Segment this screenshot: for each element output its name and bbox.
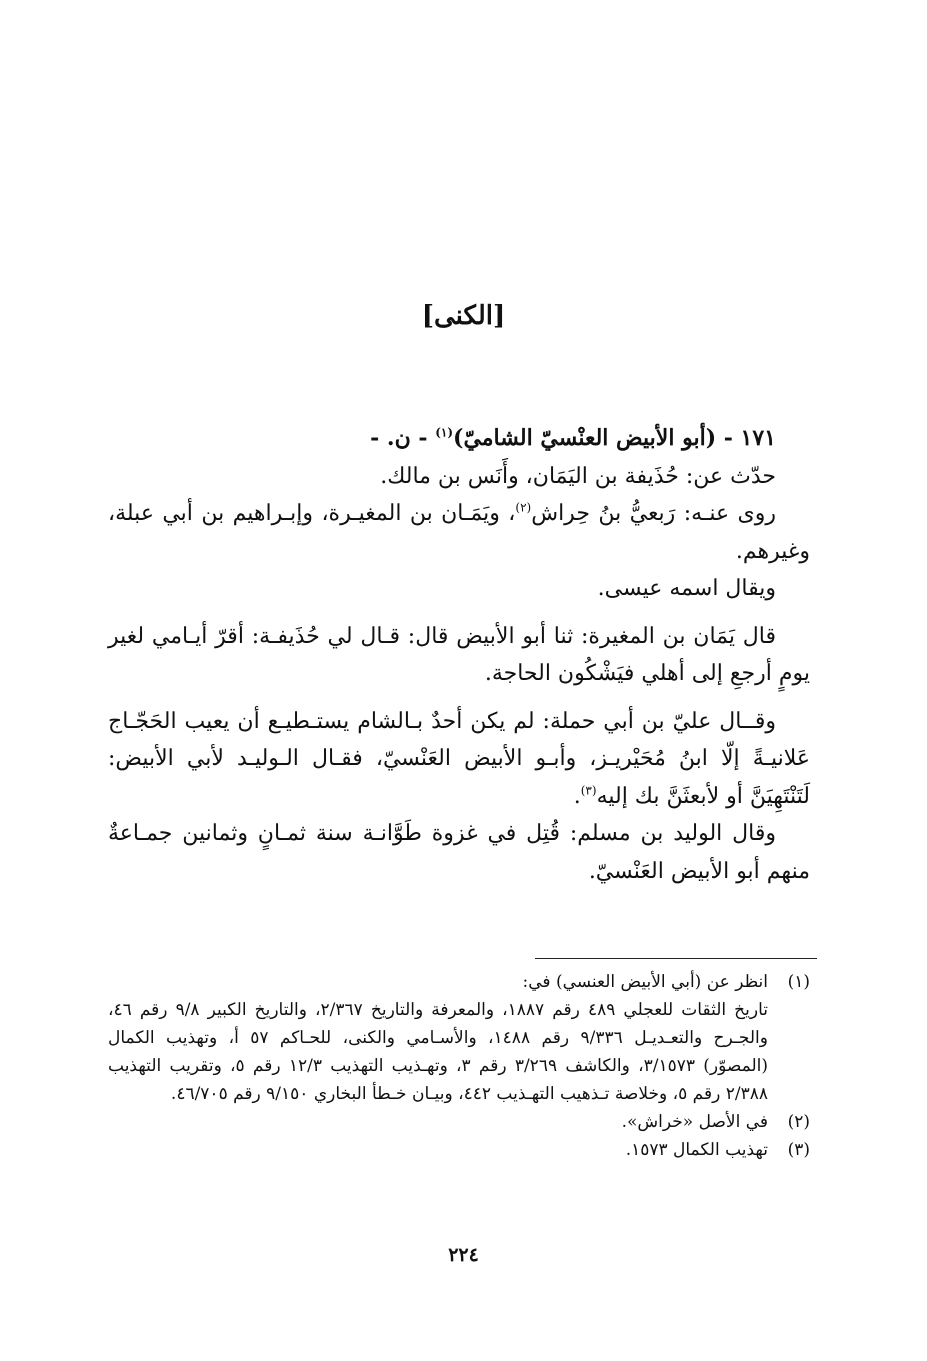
footnote-ref-2[interactable]: (٢): [515, 500, 532, 515]
footnote-divider: [535, 958, 817, 959]
footnote-number: (١): [787, 972, 810, 992]
narrated-from: حدّث عن: حُذَيفة بن اليَمَان، وأَنَس بن مالك.: [380, 463, 776, 489]
entry-title-text: ١٧١ - (أبو الأبيض العنْسيّ الشاميّ): [453, 425, 776, 451]
quote-walid: وقال الوليد بن مسلم: قُتِل في غزوة طَوَّانـة سنة ثمـانٍ وثمانين جمـاعةٌ منهم أبو الأبيض العَنْسيّ.: [108, 821, 810, 884]
page-number: ٢٢٤: [448, 1244, 479, 1266]
footnote-body: [108, 1136, 768, 1164]
footnote-number: (٣): [787, 1140, 810, 1160]
footnote-line: في الأصل «خراش».: [621, 1112, 768, 1132]
entry-title-tail: - ن. -: [370, 425, 436, 451]
footnote-ref-3[interactable]: (٣): [580, 783, 597, 798]
footnotes-section: [108, 968, 810, 1164]
footnote-ref-1[interactable]: (١): [435, 425, 454, 440]
biography-entry: [108, 420, 810, 890]
quote-ali: [108, 703, 810, 816]
alternate-name: ويقال اسمه عيسى.: [597, 576, 776, 601]
footnote-line: تهذيب الكمال ١٥٧٣.: [625, 1140, 768, 1160]
footnote-number: (٢): [787, 1112, 810, 1132]
footnote-1: [108, 968, 810, 1108]
footnote-body: [108, 1108, 768, 1136]
quote-ali-text-b: .: [573, 783, 581, 809]
narrators-text-b: ، ويَمَـان بن المغيـرة، وإبـراهيم بن أبي عبلة، وغيرهم.: [108, 501, 810, 564]
narrators: [108, 495, 810, 570]
quote-yaman: قال يَمَان بن المغيرة: ثنا أبو الأبيض قال: قـال لي حُذَيفـة: أقرّ أيـامي لغير يومٍ أرجعِ إلى أهلي فيَشْكُون الحاجة.: [108, 623, 810, 686]
footnote-line: تاريخ الثقات للعجلي ٤٨٩ رقم ١٨٨٧، والمعرفة والتاريخ ٢/٣٦٧، والتاريخ الكبير ٩/٨ رقم ٤٦، والجـرح والتعـديـل ٩/٣٣٦ رقم ١٤٨٨، والأسـامي والكنى، للحـاكم ٥٧ أ، وتهذيب الكمال (المصوّر) ٣/١٥٧٣، والكاشف ٣/٢٦٩ رقم ٣، وتهـذيب التهذيب ١٢/٣ رقم ٥، وتقريب التهذيب ٢/٣٨٨ رقم ٥، وخلاصة تـذهيب التهـذيب ٤٤٢، وبيـان خـطأ البخاري ٩/١٥٠ رقم ٤٦/٧٠٥.: [108, 1000, 768, 1104]
footnote-2: [108, 1108, 810, 1136]
narrators-text-a: روى عنـه: رَبعيُّ بنُ حِراش: [531, 501, 776, 526]
footnote-body: [108, 968, 768, 1108]
quote-ali-text-a: وقــال عليّ بن أبي حملة: لم يكن أحدٌ بـالشام يستـطيـع أن يعيب الحَجّـاج عَلانيـةً إلّا ابنُ مُحَيْريـز، وأبـو الأبيض العَنْسيّ، فقـال الـوليـد لأبي الأبيض: لَتَنْتَهِيَنَّ أو لأبعثَنَّ بك إليه: [108, 708, 810, 809]
entry-title: [108, 420, 810, 458]
footnote-3: [108, 1136, 810, 1164]
section-heading: [الكنى]: [421, 301, 506, 331]
footnote-line: انظر عن (أبي الأبيض العنسي) في:: [522, 972, 768, 992]
